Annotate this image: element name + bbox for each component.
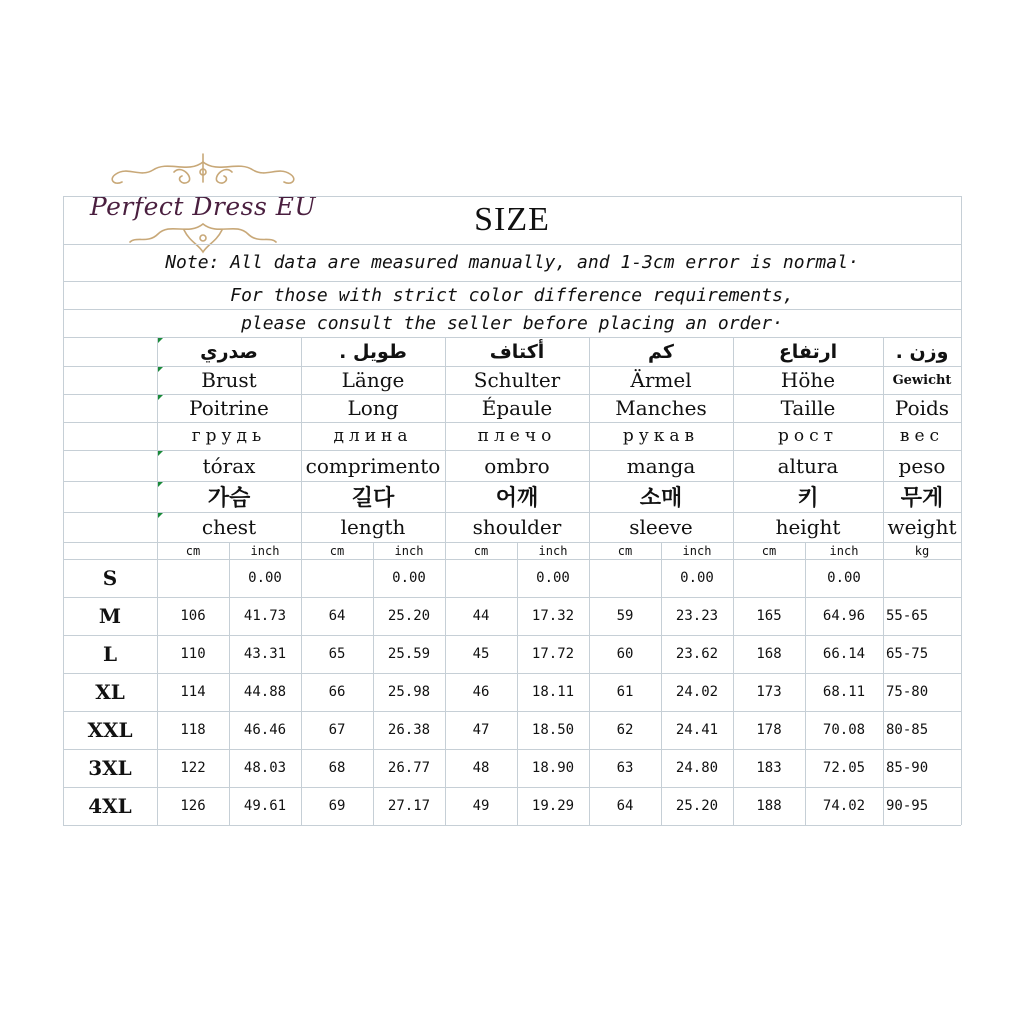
header-label: Höhe [780,368,836,392]
header-label: плечо [477,426,557,446]
measurement-cell: 18.11 [531,684,575,700]
size-label: XL [95,680,125,704]
header-label: peso [898,453,946,478]
measurement-cell: 122 [180,760,206,776]
measurement-cell [883,559,964,597]
measurement-cell: 24.41 [675,722,719,738]
header-label: Poids [894,396,950,420]
measurement-cell: 26.77 [387,760,431,776]
measurement-cell: 24.02 [675,684,719,700]
header-label: 가슴 [207,486,251,511]
measurement-cell: 47 [472,722,490,738]
measurement-cell: 114 [180,684,206,700]
measurement-cell: 66 [328,684,346,700]
unit-label: inch [538,543,568,558]
measurement-cell: 25.20 [387,608,431,624]
header-label: altura [777,453,839,478]
header-label: . وزن [895,340,949,363]
header-label: Long [347,396,399,420]
header-label: Manches [615,396,707,420]
grid-line [63,309,961,310]
header-label: 키 [797,486,819,511]
header-label: ارتفاع [778,340,838,363]
measurement-cell: 25.20 [675,798,719,814]
header-label: shoulder [472,515,562,539]
comment-marker [158,338,163,343]
header-label: 무게 [900,486,944,511]
measurement-cell: 49 [472,798,490,814]
measurement-cell: 168 [756,646,782,662]
comment-marker [158,395,163,400]
grid-line [63,196,961,197]
measurement-cell: 59 [616,608,634,624]
measurement-cell: 183 [756,760,782,776]
measurement-cell: 26.38 [387,722,431,738]
measurement-cell: 75-80 [886,684,929,700]
header-label: . طويل [339,340,407,363]
measurement-cell: 44 [472,608,490,624]
measurement-cell: 70.08 [822,722,866,738]
header-label: рост [777,426,839,446]
note-line-1: Note: All data are measured manually, and 1-3cm error is normal· [165,252,859,273]
measurement-cell: 64.96 [822,608,866,624]
header-label: tórax [202,453,256,478]
grid-line [63,825,961,826]
note-line-2: For those with strict color difference requirements, [230,284,794,306]
header-label: 어깨 [495,486,539,511]
header-label: 소매 [639,486,683,511]
comment-marker [158,482,163,487]
measurement-cell: 61 [616,684,634,700]
header-label: sleeve [629,515,693,539]
header-label: Länge [341,368,405,392]
measurement-cell: 46.46 [243,722,287,738]
measurement-cell: 126 [180,798,206,814]
header-label: рукав [622,426,700,446]
measurement-cell: 60 [616,646,634,662]
comment-marker [158,367,163,372]
size-chart-sheet [63,196,961,828]
header-label: ombro [484,453,550,478]
unit-label: inch [250,543,280,558]
measurement-cell: 48 [472,760,490,776]
size-label: L [102,642,118,666]
measurement-cell: 17.72 [531,646,575,662]
measurement-cell: 62 [616,722,634,738]
comment-marker [158,513,163,518]
unit-label: cm [473,543,489,558]
size-title: SIZE [474,201,550,238]
header-label: أكتاف [489,340,545,363]
header-label: Épaule [481,396,553,420]
measurement-cell: 72.05 [822,760,866,776]
measurement-cell: 63 [616,760,634,776]
unit-label: cm [617,543,633,558]
measurement-cell: 68 [328,760,346,776]
measurement-cell: 106 [180,608,206,624]
measurement-cell: 74.02 [822,798,866,814]
measurement-cell [733,559,805,597]
grid-line [63,244,961,245]
size-label: XXL [87,718,133,742]
measurement-cell [589,559,661,597]
measurement-cell: 80-85 [886,722,929,738]
unit-label: inch [682,543,712,558]
header-label: comprimento [305,453,441,478]
measurement-cell: 23.62 [675,646,719,662]
measurement-cell: 18.90 [531,760,575,776]
measurement-cell: 48.03 [243,760,287,776]
unit-label: cm [761,543,777,558]
header-label: manga [626,453,696,478]
measurement-cell: 64 [616,798,634,814]
unit-label: cm [329,543,345,558]
header-label: Gewicht [892,372,952,388]
comment-marker [158,451,163,456]
header-label: длина [333,426,413,446]
measurement-cell: 65 [328,646,346,662]
measurement-cell: 0.00 [392,570,426,586]
measurement-cell: 118 [180,722,206,738]
header-label: height [775,515,841,539]
header-label: كم [648,340,674,363]
header-label: Schulter [473,368,561,392]
measurement-cell: 49.61 [243,798,287,814]
header-label: грудь [191,426,267,446]
measurement-cell: 178 [756,722,782,738]
measurement-cell: 65-75 [886,646,929,662]
measurement-cell: 25.59 [387,646,431,662]
measurement-cell: 85-90 [886,760,929,776]
measurement-cell [445,559,517,597]
measurement-cell: 173 [756,684,782,700]
measurement-cell: 46 [472,684,490,700]
measurement-cell: 67 [328,722,346,738]
unit-label: cm [185,543,201,558]
measurement-cell: 23.23 [675,608,719,624]
header-label: 길다 [351,486,395,511]
measurement-cell: 19.29 [531,798,575,814]
measurement-cell [157,559,229,597]
measurement-cell: 68.11 [822,684,866,700]
header-label: length [340,515,406,539]
measurement-cell: 44.88 [243,684,287,700]
header-label: Taille [780,396,836,420]
measurement-cell: 165 [756,608,782,624]
brand-name: Perfect Dress EU [89,192,317,221]
size-label: S [102,566,118,590]
measurement-cell: 64 [328,608,346,624]
measurement-cell: 27.17 [387,798,431,814]
measurement-cell: 41.73 [243,608,287,624]
header-label: Poitrine [189,396,269,420]
unit-label: kg [914,543,930,558]
header-label: صدري [200,340,258,363]
size-label: 3XL [88,756,132,780]
unit-label: inch [829,543,859,558]
measurement-cell: 69 [328,798,346,814]
header-label: Brust [201,368,257,392]
header-label: chest [201,515,257,539]
measurement-cell: 66.14 [822,646,866,662]
header-label: Ärmel [630,368,692,392]
note-line-3: please consult the seller before placing an order· [241,312,783,334]
measurement-cell: 25.98 [387,684,431,700]
measurement-cell: 24.80 [675,760,719,776]
measurement-cell: 43.31 [243,646,287,662]
measurement-cell: 18.50 [531,722,575,738]
measurement-cell: 188 [756,798,782,814]
measurement-cell: 0.00 [827,570,861,586]
size-label: M [98,604,122,628]
measurement-cell: 0.00 [680,570,714,586]
measurement-cell: 17.32 [531,608,575,624]
measurement-cell: 0.00 [248,570,282,586]
header-label: вес [899,426,945,446]
measurement-cell: 0.00 [536,570,570,586]
measurement-cell [301,559,373,597]
measurement-cell: 45 [472,646,490,662]
header-label: weight [887,515,957,539]
grid-line [63,281,961,282]
measurement-cell: 55-65 [886,608,929,624]
measurement-cell: 110 [180,646,206,662]
measurement-cell: 90-95 [886,798,929,814]
size-label: 4XL [88,794,132,818]
unit-label: inch [394,543,424,558]
